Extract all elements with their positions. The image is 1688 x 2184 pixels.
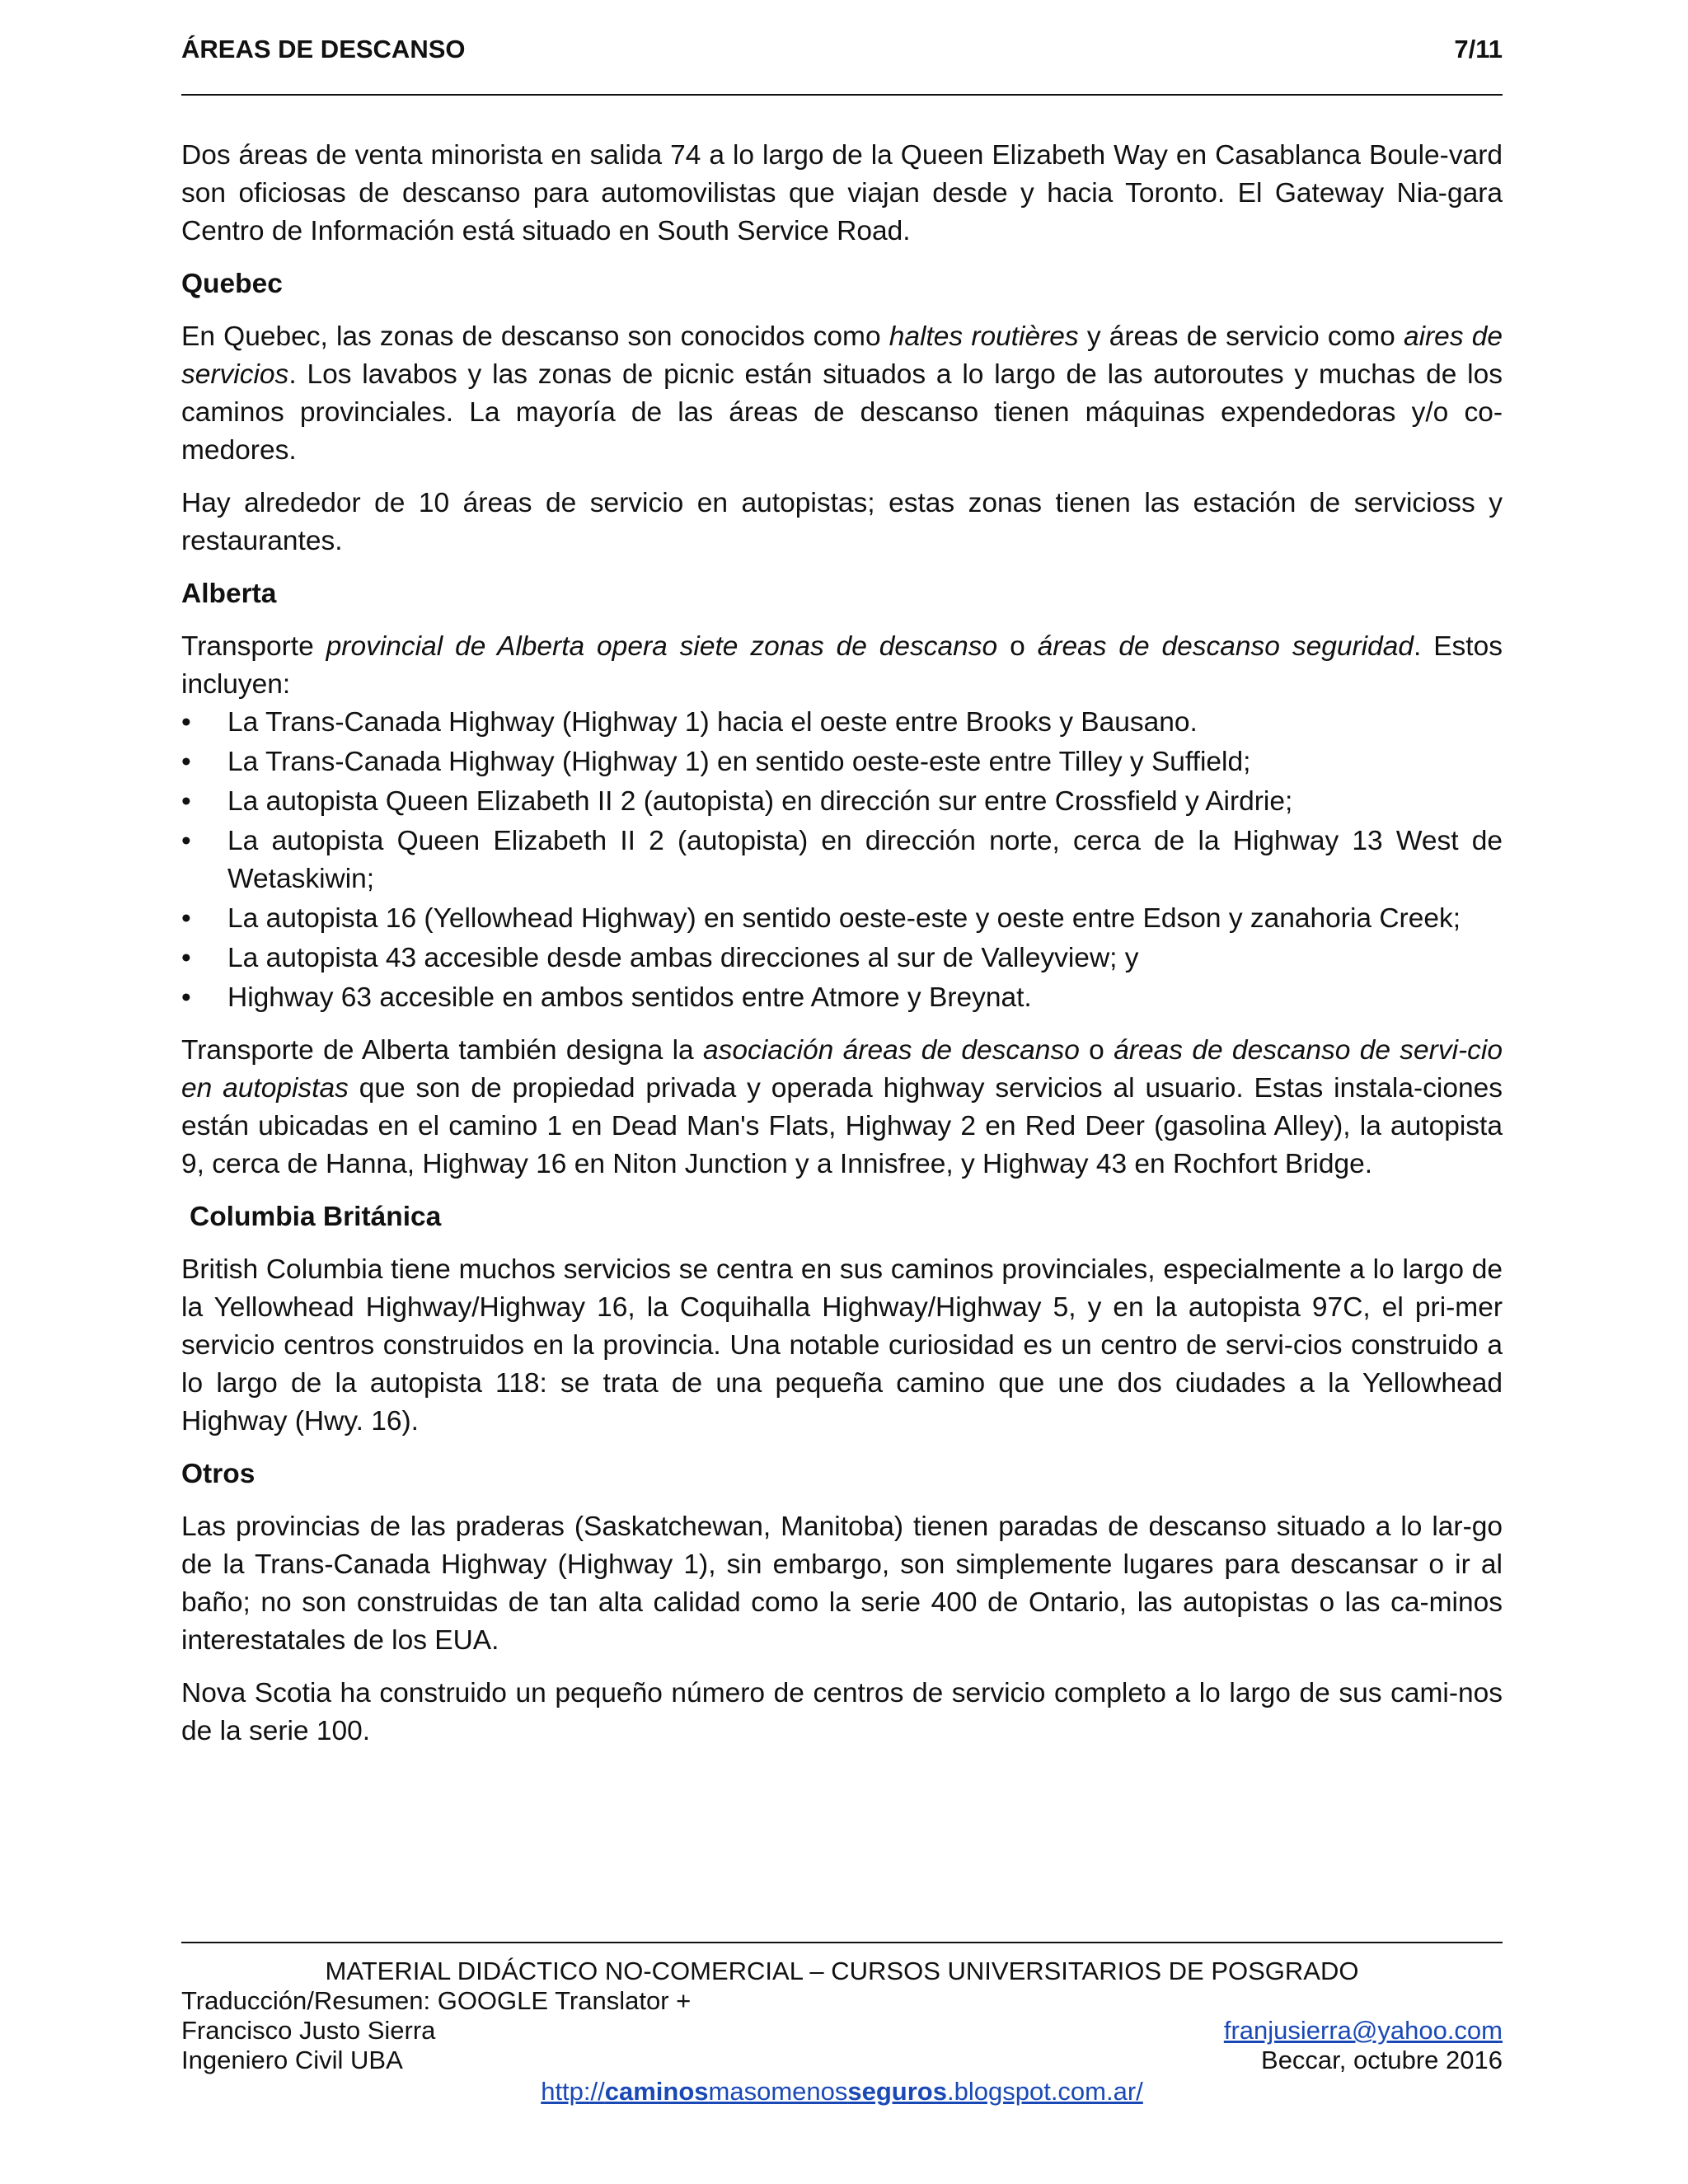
place-date: Beccar, octubre 2016 bbox=[1261, 2046, 1503, 2074]
list-item: • Highway 63 accesible en ambos sentidos entre Atmore y Breynat. bbox=[181, 979, 1503, 1017]
text-run: y áreas de servicio como bbox=[1078, 321, 1404, 352]
heading-otros: Otros bbox=[181, 1459, 256, 1489]
footer-translation-credit: Traducción/Resumen: GOOGLE Translator + bbox=[181, 1986, 692, 2015]
italic-term: provincial de Alberta opera siete zonas de descanso bbox=[326, 631, 998, 662]
italic-term: asociación áreas de descanso bbox=[703, 1035, 1080, 1066]
paragraph-alberta-2 bbox=[181, 1032, 1503, 1183]
text-run: o bbox=[1079, 1035, 1114, 1066]
paragraph-quebec-2: Hay alrededor de 10 áreas de servicio en autopistas; estas zonas tienen las estación de servicioss y restaurantes. bbox=[181, 488, 1503, 556]
list-item: • La autopista Queen Elizabeth II 2 (autopista) en dirección sur entre Crossfield y Airdrie; bbox=[181, 783, 1503, 821]
list-item: • La Trans-Canada Highway (Highway 1) hacia el oeste entre Brooks y Bausano. bbox=[181, 704, 1503, 742]
url-part: caminos bbox=[604, 2077, 709, 2106]
paragraph-otros-1: Las provincias de las praderas (Saskatchewan, Manitoba) tienen paradas de descanso situado a lo lar-go de la Trans-Canada Highway (Highway 1), sin embargo, son simplemente lugares para descansar o ir al baño; no son construidas de tan alta calidad como la serie 400 de Ontario, las autopistas o las ca-minos interestatales de los EUA. bbox=[181, 1511, 1503, 1656]
list-item: • La autopista 16 (Yellowhead Highway) en sentido oeste-este y oeste entre Edson y zanahoria Creek; bbox=[181, 900, 1503, 938]
italic-term: aires de servicios bbox=[181, 321, 1503, 390]
text-run: En Quebec, las zonas de descanso son conocidos como bbox=[181, 321, 889, 352]
text-run: Transporte bbox=[181, 631, 326, 662]
author-name: Francisco Justo Sierra bbox=[181, 2016, 436, 2045]
list-item: • La autopista 43 accesible desde ambas direcciones al sur de Valleyview; y bbox=[181, 940, 1503, 977]
text-run: o bbox=[997, 631, 1038, 662]
email-link[interactable]: franjusierra@yahoo.com bbox=[1223, 2016, 1503, 2045]
italic-term: áreas de descanso seguridad bbox=[1037, 631, 1414, 662]
url-part: .blogspot.com.ar/ bbox=[947, 2077, 1143, 2106]
list-item: • La Trans-Canada Highway (Highway 1) en sentido oeste-este entre Tilley y Suffield; bbox=[181, 743, 1503, 781]
text-run: . Los lavabos y las zonas de picnic están situados a lo largo de las autoroutes y muchas de los caminos provinciales. La mayoría de las áreas de descanso tienen máquinas expendedoras y/o co-medores. bbox=[181, 359, 1503, 466]
paragraph-alberta-1 bbox=[181, 628, 1503, 704]
paragraph-quebec-1 bbox=[181, 318, 1503, 470]
text-run: que son de propiedad privada y operada highway servicios al usuario. Estas instala-ciones están ubicadas en el camino 1 en Dead Man's Flats, Highway 2 en Red Deer (gasolina Alley), la autopista 9, cerca de Hanna, Highway 16 en Niton Junction y a Innisfree, y Highway 43 en Rochfort Bridge. bbox=[181, 1073, 1503, 1179]
page-footer bbox=[181, 1957, 1503, 2107]
footer-row bbox=[181, 2046, 1503, 2075]
footer-divider bbox=[181, 1942, 1503, 1943]
url-part: http:// bbox=[541, 2077, 605, 2106]
document-body bbox=[181, 137, 1503, 1765]
text-run: Transporte de Alberta también designa la bbox=[181, 1035, 704, 1066]
text-run: . Estos incluyen: bbox=[181, 631, 1503, 700]
url-part: masomenos bbox=[708, 2077, 848, 2106]
paragraph-british-columbia: British Columbia tiene muchos servicios se centra en sus caminos provinciales, especialmente a lo largo de la Yellowhead Highway/Highway 16, la Coquihalla Highway/Highway 5, y en la autopista 97C, el pri-mer servicio centros construidos en la provincia. Una notable curiosidad es un centro de servi-cios construido a lo largo de la autopista 118: se trata de una pequeña camino que une dos ciudades a la Yellowhead Highway (Hwy. 16). bbox=[181, 1254, 1503, 1436]
heading-alberta: Alberta bbox=[181, 579, 277, 609]
footer-url-line bbox=[181, 2077, 1503, 2107]
header-divider bbox=[181, 94, 1503, 96]
footer-row bbox=[181, 2016, 1503, 2046]
url-part: seguros bbox=[847, 2077, 947, 2106]
list-item: • La autopista Queen Elizabeth II 2 (autopista) en dirección norte, cerca de la Highway 13 West de Wetaskiwin; bbox=[181, 823, 1503, 898]
alberta-rest-areas-list bbox=[181, 704, 1503, 1017]
italic-term: áreas de descanso de servi-cio en autopistas bbox=[181, 1035, 1503, 1104]
paragraph-otros-2: Nova Scotia ha construido un pequeño número de centros de servicio completo a lo largo de sus cami-nos de la serie 100. bbox=[181, 1678, 1503, 1746]
page-number: 7/11 bbox=[1454, 35, 1503, 63]
heading-quebec: Quebec bbox=[181, 269, 283, 299]
author-role: Ingeniero Civil UBA bbox=[181, 2046, 403, 2074]
header-title: ÁREAS DE DESCANSO bbox=[181, 35, 466, 63]
footer-disclaimer: MATERIAL DIDÁCTICO NO-COMERCIAL – CURSOS UNIVERSITARIOS DE POSGRADO bbox=[325, 1957, 1359, 1985]
italic-term: haltes routières bbox=[889, 321, 1079, 352]
blog-link[interactable] bbox=[541, 2077, 1143, 2106]
paragraph-ontario: Dos áreas de venta minorista en salida 74 a lo largo de la Queen Elizabeth Way en Casablanca Boule-vard son oficiosas de descanso para automovilistas que viajan desde y hacia Toronto. El Gateway Nia-gara Centro de Información está situado en South Service Road. bbox=[181, 140, 1503, 246]
page-header bbox=[181, 35, 1503, 64]
heading-columbia-britanica: Columbia Británica bbox=[190, 1202, 442, 1232]
